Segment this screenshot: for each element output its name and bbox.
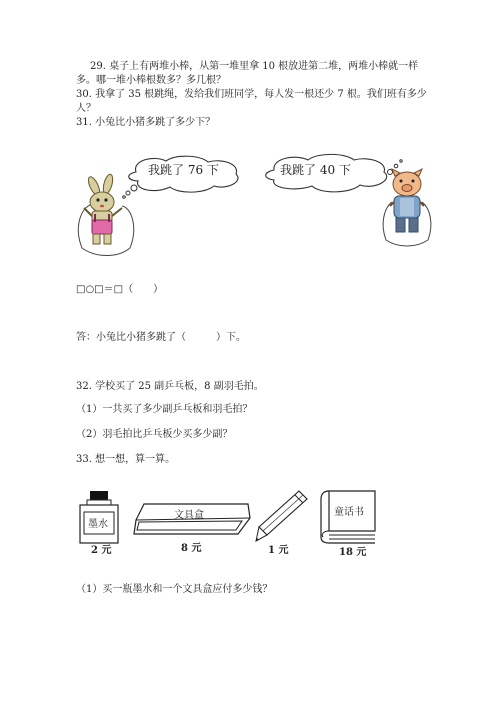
pencil-icon (255, 487, 315, 543)
pencil-price: 1 元 (268, 545, 289, 556)
rabbit-jumping-rope-icon (72, 178, 142, 258)
q30-line1: 30. 我拿了 35 根跳绳，发给我们班同学，每人发一根还少 7 根。我们班有多少 (76, 89, 427, 100)
q29-line1: 29. 桌子上有两堆小棒，从第一堆里拿 10 根放进第二堆，两堆小棒就一样 (90, 61, 419, 72)
pencil-box-label: 文具盒 (174, 510, 204, 521)
q31-equation: □○□＝□（ ） (76, 284, 164, 295)
storybook-label: 童话书 (334, 507, 364, 518)
ink-bottle-price: 2 元 (91, 545, 112, 556)
q32-sub1: （1）一共买了多少副乒乓板和羽毛拍？ (76, 404, 253, 415)
pencil-box-price: 8 元 (181, 543, 202, 554)
pig-bubble-text: 我跳了 40 下 (280, 163, 351, 177)
q29-line2: 多。哪一堆小棒根数多？多几根？ (76, 75, 226, 86)
q32-title: 32. 学校买了 25 副乒乓板，8 副羽毛拍。 (76, 381, 264, 392)
q33-title: 33. 想一想，算一算。 (76, 454, 176, 465)
pig-jumping-rope-icon (380, 168, 435, 248)
q33-sub1: （1）买一瓶墨水和一个文具盒应付多少钱？ (76, 584, 273, 595)
rabbit-bubble-text: 我跳了 76 下 (148, 163, 219, 177)
q31-title: 31. 小兔比小猪多跳了多少下？ (76, 117, 216, 128)
storybook-price: 18 元 (339, 547, 367, 558)
q32-sub2: （2）羽毛拍比乒乓板少买多少副？ (76, 429, 233, 440)
ink-bottle-label: 墨水 (88, 519, 108, 530)
q30-line2: 人？ (76, 103, 96, 114)
q31-answer: 答：小兔比小猪多跳了（ ）下。 (76, 332, 246, 343)
